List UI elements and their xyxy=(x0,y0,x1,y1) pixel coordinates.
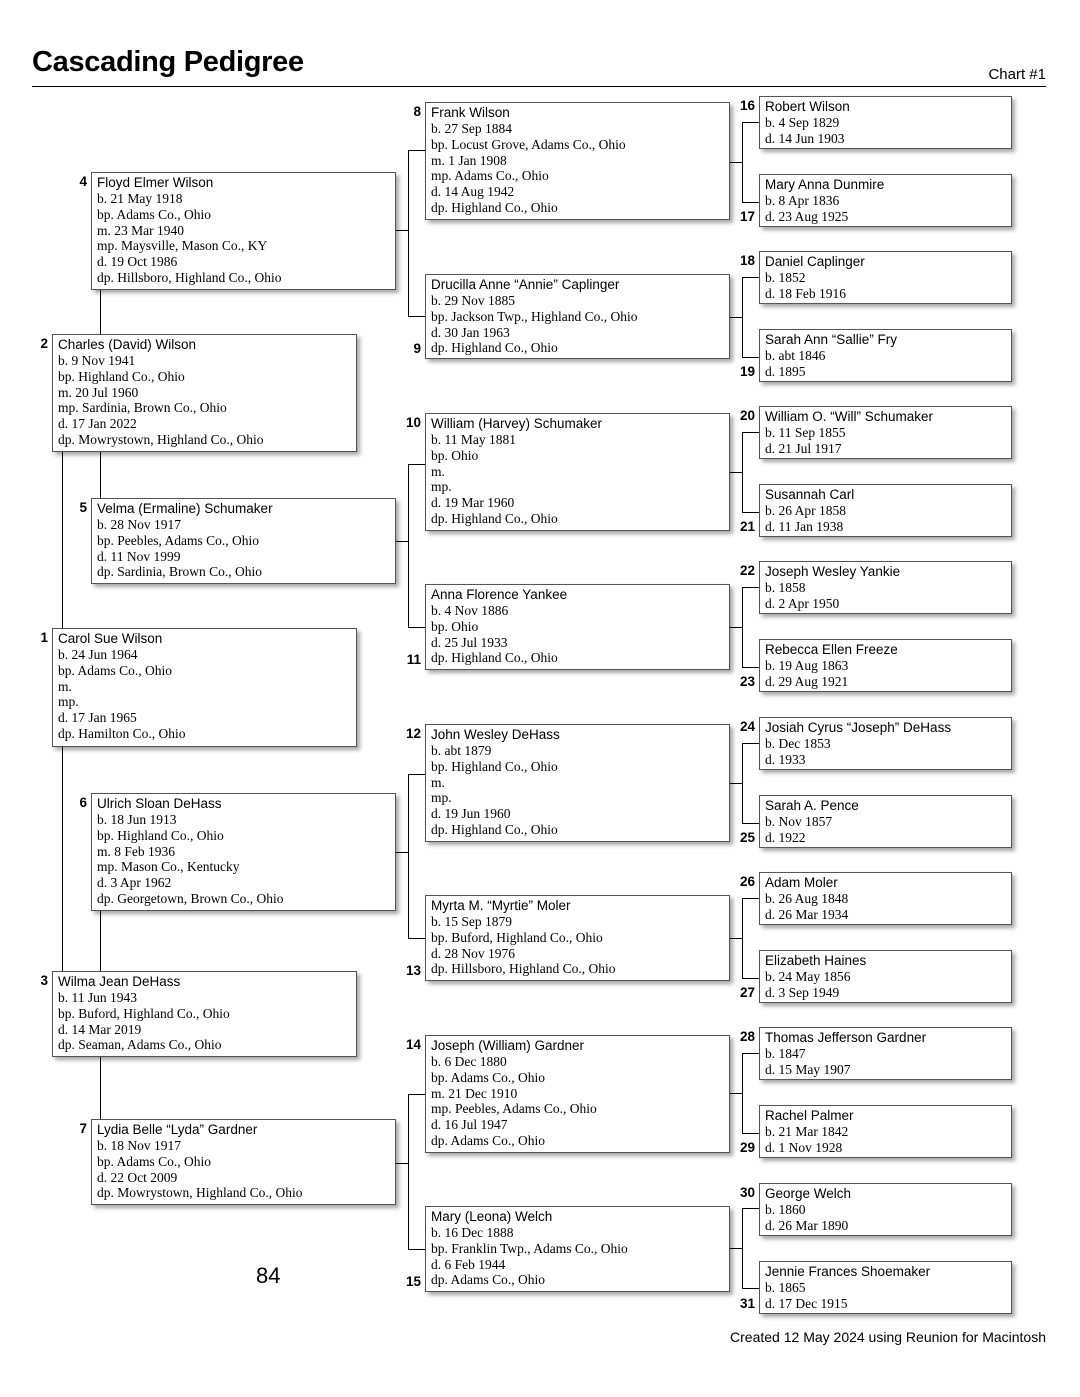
person-fact: b. 11 Sep 1855 xyxy=(765,425,846,440)
person-fact: d. 26 Mar 1934 xyxy=(765,906,849,922)
person-number: 11 xyxy=(406,652,421,667)
person-fact: bp. Highland Co., Ohio xyxy=(431,758,558,774)
person-box-4 xyxy=(91,172,396,290)
person-fact: m. xyxy=(431,774,445,790)
person-fact: m. xyxy=(431,463,445,479)
person-fact: d. 15 May 1907 xyxy=(765,1061,851,1077)
person-fact: d. 6 Feb 1944 xyxy=(431,1256,506,1272)
person-fact: m. 1 Jan 1908 xyxy=(431,152,507,168)
page-number: 84 xyxy=(256,1263,281,1288)
person-box-11 xyxy=(425,584,730,670)
person-fact: dp. Hillsboro, Highland Co., Ohio xyxy=(97,269,282,285)
person-fact: dp. Hillsboro, Highland Co., Ohio xyxy=(431,961,616,977)
person-fact: d. 2 Apr 1950 xyxy=(765,595,840,611)
person-box-8 xyxy=(425,102,730,220)
person-box-7 xyxy=(91,1119,396,1205)
person-fact: b. 28 Nov 1917 xyxy=(97,517,181,532)
person-fact: bp. Franklin Twp., Adams Co., Ohio xyxy=(431,1240,628,1256)
person-name: Lydia Belle “Lyda” Gardner xyxy=(97,1122,258,1137)
person-number: 23 xyxy=(739,674,755,689)
person-box-19 xyxy=(759,329,1012,382)
person-box-25 xyxy=(759,795,1012,848)
person-fact: bp. Adams Co., Ohio xyxy=(58,662,173,678)
person-fact: dp. Mowrystown, Highland Co., Ohio xyxy=(97,1185,303,1201)
person-fact: dp. Sardinia, Brown Co., Ohio xyxy=(97,564,262,580)
person-fact: bp. Adams Co., Ohio xyxy=(97,206,212,222)
person-fact: m. 21 Dec 1910 xyxy=(431,1085,518,1101)
person-number: 3 xyxy=(40,973,48,988)
person-fact: d. 25 Jul 1933 xyxy=(431,634,508,650)
person-name: Charles (David) Wilson xyxy=(58,337,197,352)
person-box-12 xyxy=(425,724,730,842)
person-fact: bp. Ohio xyxy=(431,618,479,634)
person-fact: d. 11 Nov 1999 xyxy=(97,548,181,564)
person-name: Jennie Frances Shoemaker xyxy=(765,1264,931,1279)
person-fact: d. 23 Aug 1925 xyxy=(765,208,849,224)
person-fact: d. 3 Apr 1962 xyxy=(97,875,172,891)
person-fact: b. 11 May 1881 xyxy=(431,432,516,447)
person-fact: m. 23 Mar 1940 xyxy=(97,222,184,238)
person-name: Susannah Carl xyxy=(765,487,855,502)
person-number: 31 xyxy=(739,1296,755,1311)
person-box-1 xyxy=(52,628,357,747)
person-number: 7 xyxy=(79,1121,87,1136)
person-box-23 xyxy=(759,639,1012,692)
person-number: 30 xyxy=(739,1185,755,1200)
person-fact: b. 26 Apr 1858 xyxy=(765,503,846,518)
person-box-28 xyxy=(759,1027,1012,1080)
person-number: 12 xyxy=(405,726,421,741)
person-name: Ulrich Sloan DeHass xyxy=(97,796,222,811)
person-fact: d. 14 Jun 1903 xyxy=(765,130,845,146)
person-name: Josiah Cyrus “Joseph” DeHass xyxy=(765,720,952,735)
person-fact: b. 11 Jun 1943 xyxy=(58,990,138,1005)
person-fact: d. 18 Feb 1916 xyxy=(765,285,846,301)
person-fact: mp. Maysville, Mason Co., KY xyxy=(97,238,268,254)
person-fact: d. 19 Oct 1986 xyxy=(97,254,178,270)
person-fact: dp. Highland Co., Ohio xyxy=(431,510,558,526)
person-number: 10 xyxy=(405,415,421,430)
person-fact: b. Dec 1853 xyxy=(765,736,831,751)
person-fact: d. 21 Jul 1917 xyxy=(765,440,842,456)
person-name: Carol Sue Wilson xyxy=(58,631,163,646)
person-fact: bp. Ohio xyxy=(431,447,479,463)
person-box-17 xyxy=(759,174,1012,227)
person-name: Sarah A. Pence xyxy=(765,798,859,813)
person-fact: b. 18 Jun 1913 xyxy=(97,812,177,827)
person-box-30 xyxy=(759,1183,1012,1236)
person-number: 22 xyxy=(739,563,755,578)
person-number: 5 xyxy=(79,500,87,515)
person-fact: b. 15 Sep 1879 xyxy=(431,914,512,929)
person-fact: b. 29 Nov 1885 xyxy=(431,293,515,308)
person-fact: bp. Buford, Highland Co., Ohio xyxy=(431,929,603,945)
person-box-20 xyxy=(759,406,1012,459)
header-rule xyxy=(32,86,1046,87)
person-fact: dp. Highland Co., Ohio xyxy=(431,650,558,666)
person-fact: d. 29 Aug 1921 xyxy=(765,673,849,689)
person-number: 25 xyxy=(739,830,755,845)
person-box-16 xyxy=(759,96,1012,149)
person-name: John Wesley DeHass xyxy=(431,727,560,742)
person-fact: b. Nov 1857 xyxy=(765,814,833,829)
person-fact: bp. Adams Co., Ohio xyxy=(97,1153,212,1169)
person-name: Rachel Palmer xyxy=(765,1108,854,1123)
person-number: 19 xyxy=(739,364,755,379)
person-fact: b. 24 May 1856 xyxy=(765,969,851,984)
person-fact: b. 24 Jun 1964 xyxy=(58,647,138,662)
person-number: 16 xyxy=(739,98,755,113)
person-box-21 xyxy=(759,484,1012,537)
person-fact: mp. xyxy=(58,694,79,710)
person-fact: d. 17 Jan 2022 xyxy=(58,416,137,432)
person-fact: dp. Highland Co., Ohio xyxy=(431,199,558,215)
person-name: Drucilla Anne “Annie” Caplinger xyxy=(431,277,620,292)
person-fact: d. 11 Jan 1938 xyxy=(765,518,844,534)
person-fact: d. 17 Jan 1965 xyxy=(58,710,137,726)
person-box-27 xyxy=(759,950,1012,1003)
person-fact: dp. Adams Co., Ohio xyxy=(431,1272,546,1288)
person-number: 17 xyxy=(739,209,755,224)
person-box-15 xyxy=(425,1206,730,1292)
person-name: Sarah Ann “Sallie” Fry xyxy=(765,332,898,347)
person-fact: b. abt 1879 xyxy=(431,743,492,758)
person-fact: dp. Adams Co., Ohio xyxy=(431,1132,546,1148)
person-number: 6 xyxy=(79,795,87,810)
person-fact: b. 19 Aug 1863 xyxy=(765,658,849,673)
person-number: 27 xyxy=(739,985,755,1000)
person-name: Mary (Leona) Welch xyxy=(431,1209,553,1224)
person-name: Velma (Ermaline) Schumaker xyxy=(97,501,273,516)
person-fact: mp. xyxy=(431,479,452,495)
person-fact: b. 1860 xyxy=(765,1202,806,1217)
person-fact: d. 1933 xyxy=(765,751,806,767)
person-fact: bp. Locust Grove, Adams Co., Ohio xyxy=(431,136,626,152)
person-box-31 xyxy=(759,1261,1012,1314)
person-name: William O. “Will” Schumaker xyxy=(765,409,934,424)
person-fact: bp. Highland Co., Ohio xyxy=(58,368,185,384)
person-fact: dp. Hamilton Co., Ohio xyxy=(58,725,186,741)
person-name: Myrta M. “Myrtie” Moler xyxy=(431,898,571,913)
person-number: 26 xyxy=(739,874,755,889)
person-fact: dp. Mowrystown, Highland Co., Ohio xyxy=(58,431,264,447)
person-number: 24 xyxy=(739,719,755,734)
person-fact: d. 3 Sep 1949 xyxy=(765,984,840,1000)
person-box-26 xyxy=(759,872,1012,925)
person-number: 13 xyxy=(405,963,421,978)
person-box-9 xyxy=(425,274,730,359)
person-fact: bp. Adams Co., Ohio xyxy=(431,1069,546,1085)
person-fact: dp. Georgetown, Brown Co., Ohio xyxy=(97,890,284,906)
person-fact: mp. xyxy=(431,790,452,806)
person-fact: m. 20 Jul 1960 xyxy=(58,384,139,400)
person-name: Mary Anna Dunmire xyxy=(765,177,885,192)
person-fact: b. 21 May 1918 xyxy=(97,191,183,206)
person-name: Frank Wilson xyxy=(431,105,510,120)
person-fact: d. 1922 xyxy=(765,829,806,845)
person-fact: d. 17 Dec 1915 xyxy=(765,1295,848,1311)
person-fact: bp. Buford, Highland Co., Ohio xyxy=(58,1005,230,1021)
person-fact: b. 8 Apr 1836 xyxy=(765,193,840,208)
person-fact: b. 6 Dec 1880 xyxy=(431,1054,507,1069)
person-fact: mp. Mason Co., Kentucky xyxy=(97,859,240,875)
person-number: 15 xyxy=(405,1274,421,1289)
person-name: Floyd Elmer Wilson xyxy=(97,175,214,190)
person-name: Wilma Jean DeHass xyxy=(58,974,181,989)
person-number: 9 xyxy=(413,341,421,356)
person-fact: d. 14 Mar 2019 xyxy=(58,1021,142,1037)
person-number: 29 xyxy=(739,1140,755,1155)
person-box-22 xyxy=(759,561,1012,614)
person-name: Rebecca Ellen Freeze xyxy=(765,642,898,657)
person-number: 4 xyxy=(79,174,87,189)
person-name: Elizabeth Haines xyxy=(765,953,867,968)
person-fact: mp. Peebles, Adams Co., Ohio xyxy=(431,1101,597,1117)
person-fact: dp. Highland Co., Ohio xyxy=(431,821,558,837)
page-title: Cascading Pedigree xyxy=(32,46,304,78)
person-fact: b. 4 Nov 1886 xyxy=(431,603,509,618)
person-name: Daniel Caplinger xyxy=(765,254,865,269)
person-fact: d. 14 Aug 1942 xyxy=(431,184,515,200)
person-fact: b. 16 Dec 1888 xyxy=(431,1225,514,1240)
person-fact: d. 1895 xyxy=(765,363,806,379)
person-box-2 xyxy=(52,334,357,452)
person-number: 1 xyxy=(40,630,48,645)
person-fact: b. 18 Nov 1917 xyxy=(97,1138,181,1153)
person-number: 8 xyxy=(413,104,421,119)
person-box-29 xyxy=(759,1105,1012,1158)
person-fact: d. 19 Jun 1960 xyxy=(431,806,511,822)
person-fact: mp. Adams Co., Ohio xyxy=(431,168,549,184)
person-number: 2 xyxy=(40,336,48,351)
person-fact: dp. Highland Co., Ohio xyxy=(431,340,558,356)
person-number: 18 xyxy=(739,253,755,268)
person-fact: b. 1858 xyxy=(765,580,806,595)
person-box-18 xyxy=(759,251,1012,304)
person-fact: m. 8 Feb 1936 xyxy=(97,843,176,859)
person-box-5 xyxy=(91,498,396,584)
person-box-24 xyxy=(759,717,1012,770)
person-fact: d. 30 Jan 1963 xyxy=(431,324,510,340)
person-box-10 xyxy=(425,413,730,531)
person-fact: b. 27 Sep 1884 xyxy=(431,121,512,136)
person-name: Thomas Jefferson Gardner xyxy=(765,1030,927,1045)
person-box-14 xyxy=(425,1035,730,1153)
person-fact: d. 19 Mar 1960 xyxy=(431,495,515,511)
person-box-3 xyxy=(52,971,357,1057)
person-number: 20 xyxy=(739,408,755,423)
person-fact: bp. Highland Co., Ohio xyxy=(97,827,224,843)
person-fact: b. 9 Nov 1941 xyxy=(58,353,136,368)
person-name: Joseph (William) Gardner xyxy=(431,1038,585,1053)
person-fact: dp. Seaman, Adams Co., Ohio xyxy=(58,1037,222,1053)
person-fact: d. 22 Oct 2009 xyxy=(97,1169,178,1185)
chart-number: Chart #1 xyxy=(988,66,1046,83)
person-name: William (Harvey) Schumaker xyxy=(431,416,603,431)
person-name: Joseph Wesley Yankie xyxy=(765,564,901,579)
person-box-6 xyxy=(91,793,396,911)
person-fact: b. 1865 xyxy=(765,1280,806,1295)
person-fact: b. 21 Mar 1842 xyxy=(765,1124,849,1139)
person-box-13 xyxy=(425,895,730,981)
person-fact: b. 26 Aug 1848 xyxy=(765,891,849,906)
person-number: 14 xyxy=(405,1037,421,1052)
person-fact: d. 26 Mar 1890 xyxy=(765,1217,849,1233)
person-name: George Welch xyxy=(765,1186,852,1201)
person-number: 21 xyxy=(739,519,755,534)
person-name: Anna Florence Yankee xyxy=(431,587,568,602)
person-number: 28 xyxy=(739,1029,755,1044)
person-fact: mp. Sardinia, Brown Co., Ohio xyxy=(58,400,227,416)
person-fact: d. 1 Nov 1928 xyxy=(765,1139,843,1155)
person-fact: b. abt 1846 xyxy=(765,348,826,363)
person-fact: d. 16 Jul 1947 xyxy=(431,1117,508,1133)
person-name: Robert Wilson xyxy=(765,99,850,114)
person-fact: m. xyxy=(58,678,72,694)
person-fact: b. 4 Sep 1829 xyxy=(765,115,840,130)
footer-credit: Created 12 May 2024 using Reunion for Macintosh xyxy=(730,1329,1046,1345)
person-fact: b. 1847 xyxy=(765,1046,806,1061)
person-fact: d. 28 Nov 1976 xyxy=(431,945,515,961)
person-fact: b. 1852 xyxy=(765,270,806,285)
person-fact: bp. Peebles, Adams Co., Ohio xyxy=(97,532,259,548)
person-fact: bp. Jackson Twp., Highland Co., Ohio xyxy=(431,308,638,324)
person-name: Adam Moler xyxy=(765,875,838,890)
